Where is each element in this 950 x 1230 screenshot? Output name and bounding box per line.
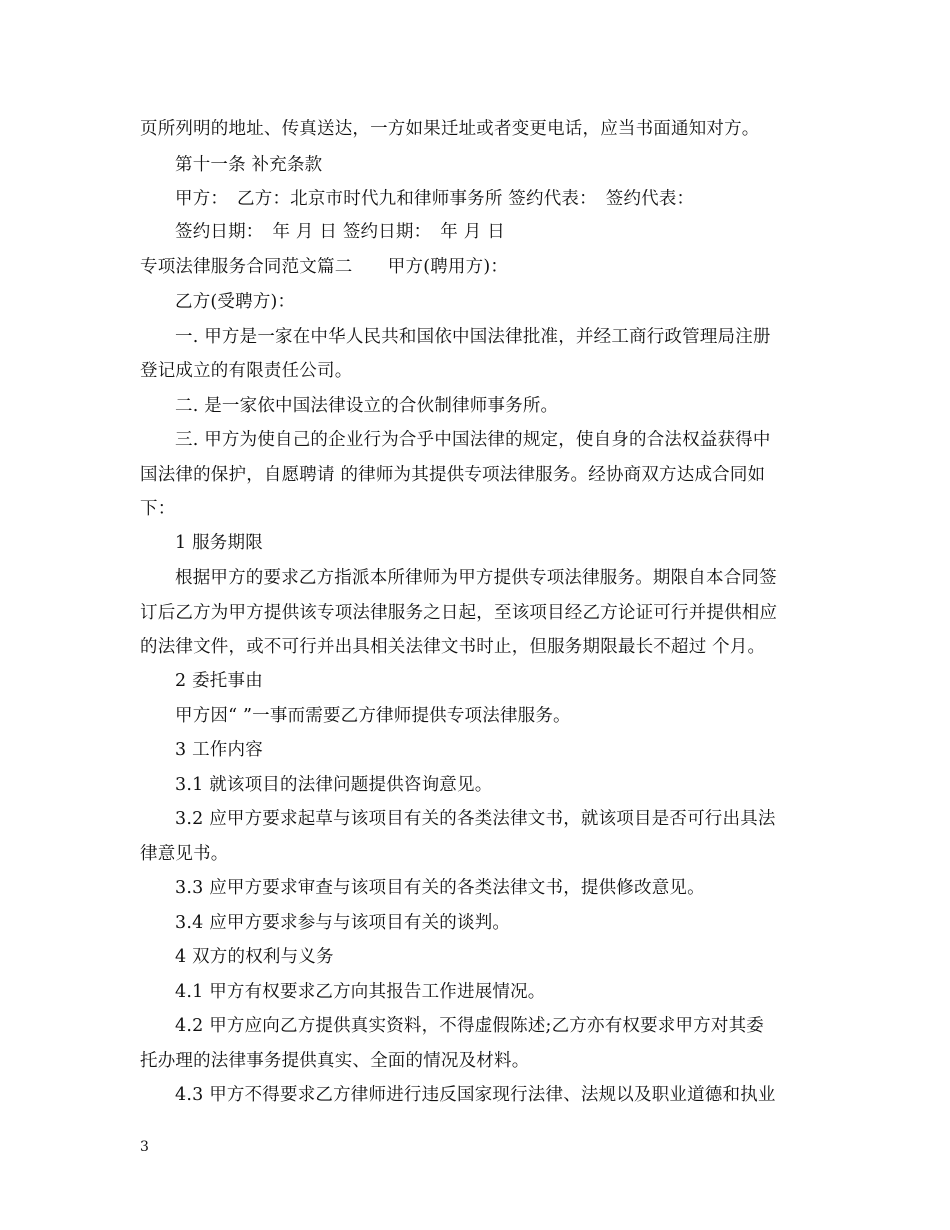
text-line: 4.3 甲方不得要求乙方律师进行违反国家现行法律、法规以及职业道德和执业 — [175, 1085, 776, 1105]
text-line: 甲方： 乙方：北京市时代九和律师事务所 签约代表： 签约代表： — [175, 189, 695, 209]
text-line: 的法律文件，或不可行并出具相关法律文书时止，但服务期限最长不超过 个月。 — [140, 637, 766, 657]
text-line: 根据甲方的要求乙方指派本所律师为甲方提供专项法律服务。期限自本合同签 — [175, 568, 777, 588]
text-line: 3.4 应甲方要求参与与该项目有关的谈判。 — [175, 913, 511, 933]
text-line: 二. 是一家依中国法律设立的合伙制律师事务所。 — [175, 396, 559, 416]
section-heading: 3 工作内容 — [175, 740, 263, 760]
text-line: 3.1 就该项目的法律问题提供咨询意见。 — [175, 775, 493, 795]
text-line: 甲方因“ ”一事而需要乙方律师提供专项法律服务。 — [175, 706, 571, 726]
page-number: 3 — [140, 1139, 149, 1155]
section-heading: 4 双方的权利与义务 — [175, 947, 334, 967]
section-heading: 1 服务期限 — [175, 533, 263, 553]
text-line: 专项法律服务合同范文篇二 甲方(聘用方)： — [140, 257, 509, 277]
text-line: 三. 甲方为使自己的企业行为合乎中国法律的规定，使自身的合法权益获得中 — [175, 430, 771, 450]
text-line: 国法律的保护，自愿聘请 的律师为其提供专项法律服务。经协商双方达成合同如 — [140, 465, 766, 485]
text-line: 4.2 甲方应向乙方提供真实资料，不得虚假陈述;乙方亦有权要求甲方对其委 — [175, 1016, 764, 1036]
text-line: 4.1 甲方有权要求乙方向其报告工作进展情况。 — [175, 982, 546, 1002]
text-line: 页所列明的地址、传真送达，一方如果迁址或者变更电话，应当书面通知对方。 — [140, 119, 760, 139]
section-heading: 2 委托事由 — [175, 671, 263, 691]
text-line: 订后乙方为甲方提供该专项法律服务之日起，至该项目经乙方论证可行并提供相应 — [140, 603, 778, 623]
text-line: 签约日期： 年 月 日 签约日期： 年 月 日 — [175, 222, 505, 242]
text-line: 下： — [140, 499, 176, 519]
text-line: 3.2 应甲方要求起草与该项目有关的各类法律文书，就该项目是否可行出具法 — [175, 809, 776, 829]
section-heading: 第十一条 补充条款 — [175, 155, 323, 175]
text-line: 托办理的法律事务提供真实、全面的情况及材料。 — [140, 1051, 530, 1071]
text-line: 乙方(受聘方)： — [175, 292, 296, 312]
text-line: 律意见书。 — [140, 844, 229, 864]
text-line: 一. 甲方是一家在中华人民共和国依中国法律批准，并经工商行政管理局注册 — [175, 327, 771, 347]
text-line: 3.3 应甲方要求审查与该项目有关的各类法律文书，提供修改意见。 — [175, 878, 705, 898]
text-line: 登记成立的有限责任公司。 — [140, 361, 353, 381]
